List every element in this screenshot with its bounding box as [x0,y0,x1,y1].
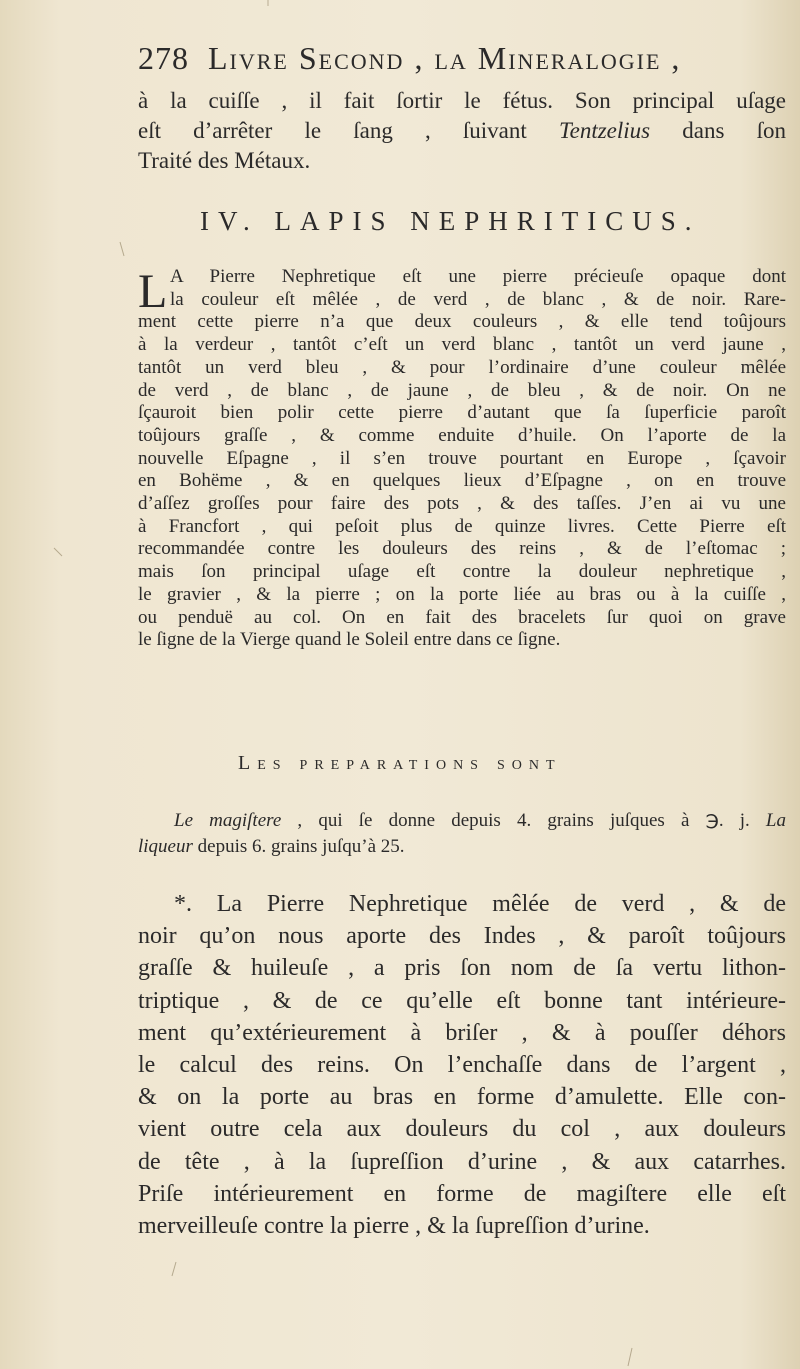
text-line: d’aſſez groſſes pour faire des pots , & des taſſes. J’en ai vu une [138,493,786,515]
paragraph-continued [138,86,786,176]
preparations-title: Les preparations sont [238,752,562,774]
section-title: IV. LAPIS NEPHRITICUS. [200,206,701,236]
text-line: ment qu’extérieurement à briſer , & à pouſſer déhors [138,1019,786,1046]
text-line: Priſe intérieurement en forme de magiſtere elle eſt [138,1180,786,1207]
text-line: vient outre cela aux douleurs du col , aux douleurs [138,1116,786,1143]
running-title: Livre Second , la Mineralogie , [208,40,682,76]
text-line: noir qu’on nous aporte des Indes , & paroît toûjours [138,923,786,950]
text-line: la couleur eſt mêlée , de verd , de blanc , & de noir. Rare- [170,288,786,310]
text-line: & on la porte au bras en forme d’amulette. Elle con- [138,1084,786,1111]
term: liqueur [138,836,193,857]
text-line: recommandée contre les douleurs des reins , & de l’eſtomac ; [138,538,786,560]
text-line: le calcul des reins. On l’enchaſſe dans de l’argent , [138,1052,786,1079]
text-line: ment cette pierre n’a que deux couleurs , & elle tend toûjours [138,311,786,333]
text-line: le ſigne de la Vierge quand le Soleil entre dans ce ſigne. [138,629,561,651]
text-line: *. La Pierre Nephretique mêlée de verd , & de [174,891,786,917]
text-line: merveilleuſe contre la pierre , & la ſupreſſion d’urine. [138,1213,650,1240]
paragraph-note [138,888,786,1242]
text-line: à la cuiſſe , il fait ſortir le fétus. Son principal uſage [138,88,786,113]
text-line: à Francfort , qui peſoit plus de quinze livres. Cette Pierre eſt [138,515,786,537]
text-line: Traité des Métaux. [138,148,311,173]
text-line: eſt d’arrêter le ſang , ſuivant Tentzelius dans ſon [138,118,786,143]
text-line: le gravier , & la pierre ; on la porte liée au bras ou à la cuiſſe , [138,583,786,605]
term: Le magiſtere [174,810,282,831]
text-line: à la verdeur , tantôt c’eſt un verd blanc , tantôt un verd jaune , [138,334,786,356]
text-line: en Bohëme , & en quelques lieux d’Eſpagne , on en trouve [138,470,786,492]
text-line: liqueur depuis 6. grains juſqu’à 25. [138,836,405,857]
author-name: Tentzelius [558,118,651,143]
text-line: ou penduë au col. On en fait des bracelets ſur quoi on grave [138,606,786,628]
preparations-paragraph [138,808,786,860]
term: La [765,810,786,831]
running-header [138,40,786,77]
drop-cap: L [138,265,168,318]
text-line: de tête , à la ſupreſſion d’urine , & aux catarrhes. [138,1148,786,1175]
text-line: toûjours graſſe , & comme enduite d’huile. On l’aporte de la [138,424,786,446]
paragraph-description [138,266,786,652]
page-number: 278 [138,40,189,76]
text-line: mais ſon principal uſage eſt contre la douleur nephretique , [138,561,786,583]
text-line: graſſe & huileuſe , a pris ſon nom de ſa vertu lithon- [138,955,786,982]
text-line: Le magiſtere , qui ſe donne depuis 4. grains juſques à ℈. j. La [174,810,786,831]
text-line: A Pierre Nephretique eſt une pierre précieuſe opaque dont [170,266,786,287]
text-line: de verd , de blanc , de jaune , de bleu , & de noir. On ne [138,379,786,401]
text-line: nouvelle Eſpagne , il s’en trouve pourtant en Europe , ſçavoir [138,447,786,469]
text-line: ſçauroit bien polir cette pierre d’autant que ſa ſuperficie paroît [138,402,786,424]
text-line: tantôt un verd bleu , & pour l’ordinaire d’une couleur mêlée [138,356,786,378]
text-line: triptique , & de ce qu’elle eſt bonne tant intérieure- [138,987,786,1014]
